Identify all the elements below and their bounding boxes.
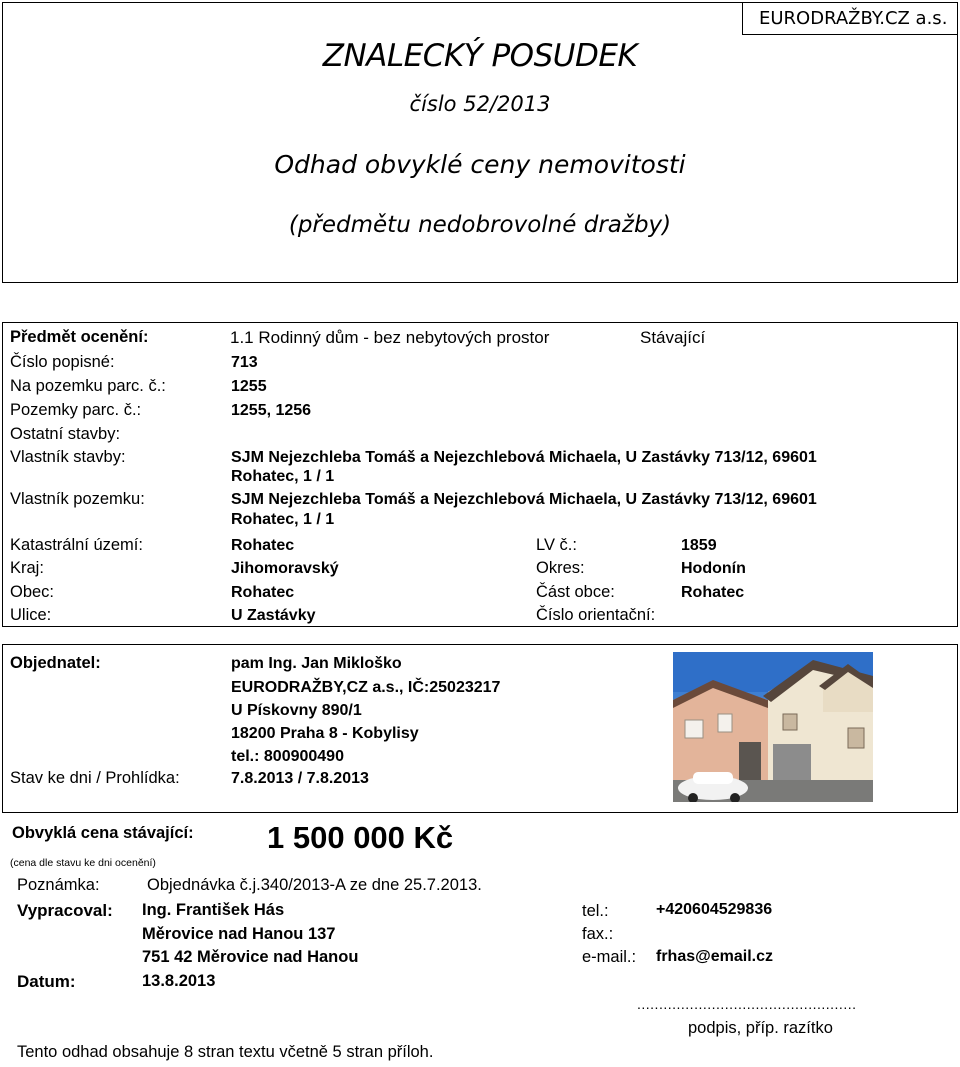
- owner-land-line1: SJM Nejezchleba Tomáš a Nejezchlebová Michaela, U Zastávky 713/12, 69601: [231, 491, 817, 508]
- author-name: Ing. František Hás: [142, 901, 285, 919]
- region-label: Kraj:: [10, 559, 44, 577]
- owner-building-label: Vlastník stavby:: [10, 448, 126, 466]
- parcel-label: Na pozemku parc. č.:: [10, 377, 166, 395]
- client-line-1: pam Ing. Jan Mikloško: [231, 655, 402, 672]
- fax-label: fax.:: [582, 925, 614, 943]
- cp-label: Číslo popisné:: [10, 353, 115, 371]
- lands-label: Pozemky parc. č.:: [10, 401, 142, 419]
- page-count-note: Tento odhad obsahuje 8 stran textu včetně 5 stran příloh.: [17, 1043, 434, 1061]
- remark-value: Objednávka č.j.340/2013-A ze dne 25.7.2013.: [147, 876, 482, 894]
- orientation-number-label: Číslo orientační:: [536, 606, 656, 624]
- state-value: 7.8.2013 / 7.8.2013: [231, 770, 369, 787]
- author-label: Vypracoval:: [17, 901, 113, 920]
- subject-status: Stávající: [640, 328, 706, 347]
- subject-label: Předmět ocenění:: [10, 328, 149, 346]
- signature-label: podpis, příp. razítko: [688, 1019, 833, 1037]
- author-address-1: Měrovice nad Hanou 137: [142, 925, 336, 943]
- client-label: Objednatel:: [10, 654, 101, 672]
- owner-building-line1: SJM Nejezchleba Tomáš a Nejezchlebová Michaela, U Zastávky 713/12, 69601: [231, 449, 817, 466]
- state-label: Stav ke dni / Prohlídka:: [10, 769, 180, 787]
- subject-value: 1.1 Rodinný dům - bez nebytových prostor: [230, 328, 550, 347]
- client-line-5: tel.: 800900490: [231, 748, 344, 765]
- municipality-value: Rohatec: [231, 584, 295, 601]
- email-value: frhas@email.cz: [656, 948, 773, 965]
- tel-value: +420604529836: [656, 901, 773, 918]
- district-label: Okres:: [536, 559, 585, 577]
- document-title: ZNALECKÝ POSUDEK: [322, 38, 638, 74]
- email-label: e-mail.:: [582, 948, 637, 966]
- region-value: Jihomoravský: [231, 560, 339, 577]
- parcel-value: 1255: [231, 378, 267, 395]
- client-line-3: U Pískovny 890/1: [231, 702, 362, 719]
- signature-line: ..................................................: [637, 996, 857, 1012]
- district-value: Hodonín: [681, 560, 746, 577]
- part-value: Rohatec: [681, 584, 745, 601]
- other-buildings-label: Ostatní stavby:: [10, 425, 121, 443]
- owner-land-label: Vlastník pozemku:: [10, 490, 145, 508]
- document-subtitle-2: (předmětu nedobrovolné dražby): [288, 212, 672, 238]
- client-line-4: 18200 Praha 8 - Kobylisy: [231, 725, 419, 742]
- part-label: Část obce:: [536, 583, 615, 601]
- house-photo: [673, 652, 873, 802]
- lv-value: 1859: [681, 537, 717, 554]
- brand-name: EURODRAŽBY.CZ a.s.: [759, 8, 948, 29]
- cadastre-label: Katastrální území:: [10, 536, 143, 554]
- remark-label: Poznámka:: [17, 876, 100, 894]
- property-frame: [2, 322, 958, 627]
- owner-building-line2: Rohatec, 1 / 1: [231, 468, 335, 485]
- document-subtitle: Odhad obvyklé ceny nemovitosti: [274, 150, 686, 179]
- street-label: Ulice:: [10, 606, 52, 624]
- lv-label: LV č.:: [536, 536, 577, 554]
- date-label: Datum:: [17, 972, 76, 991]
- price-note: (cena dle stavu ke dni ocenění): [10, 857, 156, 869]
- price-value: 1 500 000 Kč: [267, 820, 454, 855]
- municipality-label: Obec:: [10, 583, 55, 601]
- document-number: číslo 52/2013: [409, 92, 551, 116]
- street-value: U Zastávky: [231, 607, 316, 624]
- owner-land-line2: Rohatec, 1 / 1: [231, 511, 335, 528]
- date-value: 13.8.2013: [142, 972, 216, 990]
- cadastre-value: Rohatec: [231, 537, 295, 554]
- author-address-2: 751 42 Měrovice nad Hanou: [142, 948, 359, 966]
- tel-label: tel.:: [582, 902, 609, 920]
- lands-value: 1255, 1256: [231, 402, 312, 419]
- cp-value: 713: [231, 354, 258, 371]
- price-label: Obvyklá cena stávající:: [12, 824, 194, 842]
- client-line-2: EURODRAŽBY,CZ a.s., IČ:25023217: [231, 679, 501, 696]
